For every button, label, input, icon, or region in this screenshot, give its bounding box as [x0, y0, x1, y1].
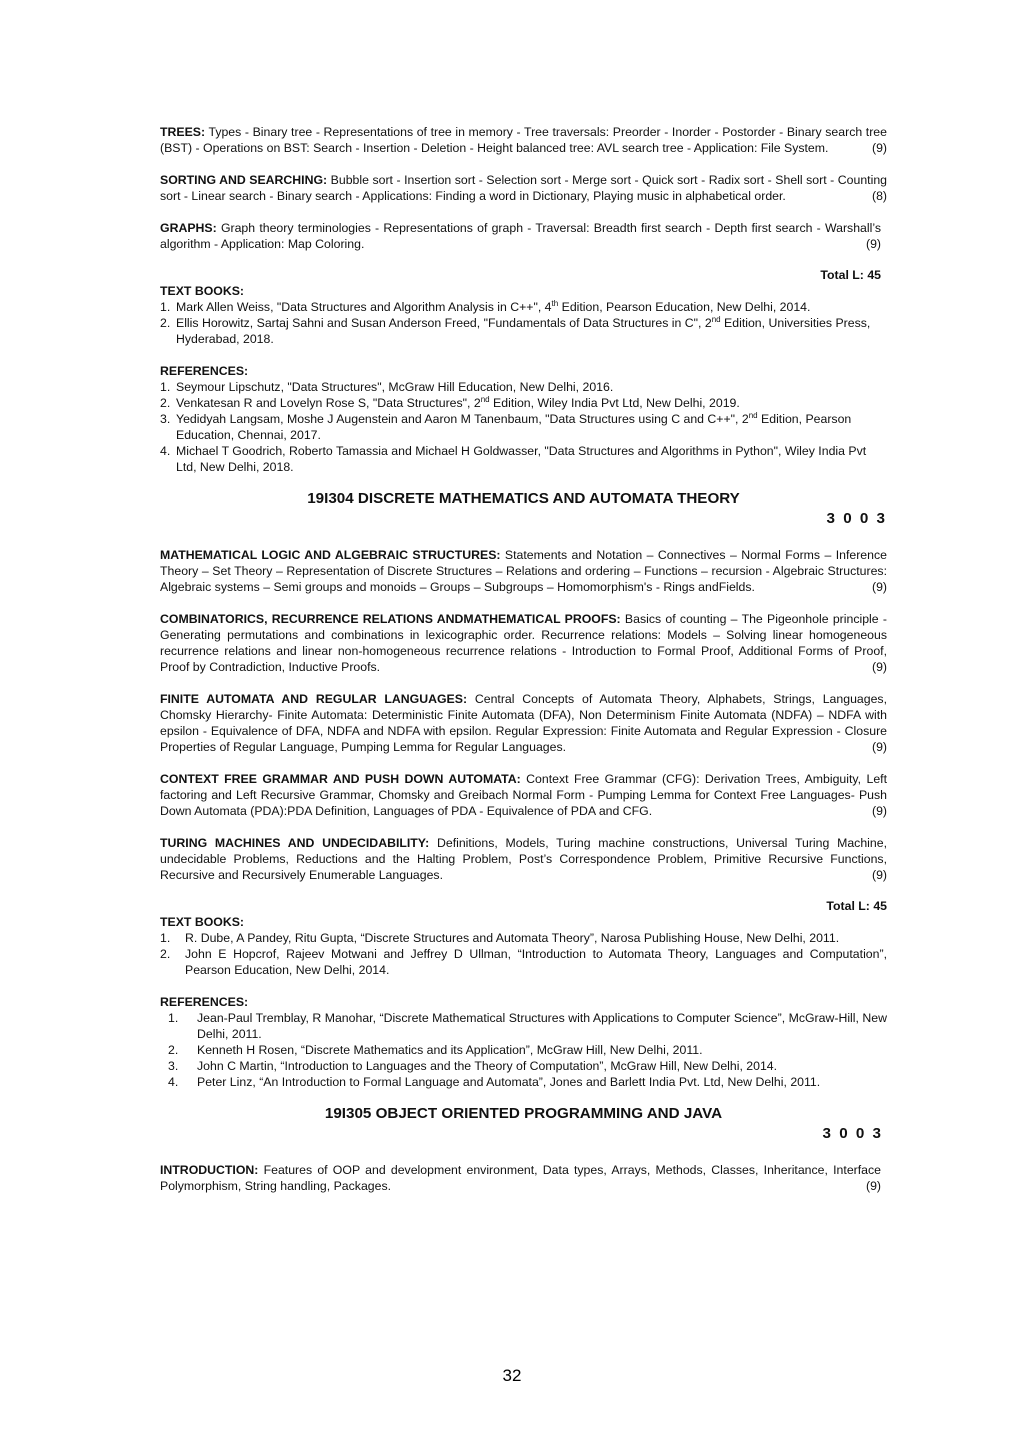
references-list	[160, 379, 887, 475]
list-item: 1. Jean-Paul Tremblay, R Manohar, “Discrete Mathematical Structures with Applications to Computer Science”, McGraw-Hill, New Delhi, 2011.	[168, 1011, 887, 1041]
unit-cfg: CONTEXT FREE GRAMMAR AND PUSH DOWN AUTOMATA: Context Free Grammar (CFG): Derivation Trees, Ambiguity, Left factoring and Left Recursive Grammar, Chomsky and Greibach Normal Form - Pumping Lemma for Context Free Languages- Push Down Automata (PDA):PDA Definition, Languages of PDA - Equivalence of PDA and CFG. (9)	[160, 772, 887, 818]
textbooks-heading: TEXT BOOKS:	[160, 915, 245, 929]
unit-graphs	[160, 220, 887, 252]
unit-heading: TREES:	[160, 125, 206, 139]
references-heading: REFERENCES:	[160, 364, 249, 378]
textbooks-list	[160, 930, 887, 978]
textbooks-heading: TEXT BOOKS:	[160, 284, 245, 298]
list-item: 2. Ellis Horowitz, Sartaj Sahni and Susan Anderson Freed, "Fundamentals of Data Structures in C", 2nd Edition, Universities Press, Hyderabad, 2018.	[160, 314, 871, 346]
total-hours: Total L: 45	[820, 268, 881, 282]
unit-introduction: INTRODUCTION: Features of OOP and development environment, Data types, Arrays, Methods, Classes, Inheritance, Interface Polymorphism, String handling, Packages. (9)	[160, 1163, 881, 1193]
unit-body: Graph theory terminologies - Representations of graph - Traversal: Breadth first search - Depth first search - Warshall’s algorithm - Application: Map Coloring.	[160, 221, 881, 251]
list-item: 1. R. Dube, A Pandey, Ritu Gupta, “Discrete Structures and Automata Theory”, Narosa Publishing House, New Delhi, 2011.	[160, 931, 840, 945]
unit-hours: (9)	[871, 141, 887, 155]
list-item: 3. John C Martin, “Introduction to Languages and the Theory of Computation”, McGraw Hill, New Delhi, 2014.	[168, 1059, 778, 1073]
list-item: 3. Yedidyah Langsam, Moshe J Augenstein and Aaron M Tanenbaum, "Data Structures using C and C++", 2nd Edition, Pearson Education, Chennai, 2017.	[160, 410, 852, 442]
unit-turing: TURING MACHINES AND UNDECIDABILITY: Definitions, Models, Turing machine constructions, Universal Turing Machine, undecidable Problems, Reductions and the Halting Problem, Post’s Correspondence Problem, Primitive Recursive Functions, Recursive and Recursively Enumerable Languages. (9)	[160, 836, 887, 882]
unit-body: Types - Binary tree - Representations of tree in memory - Tree traversals: Preorder - Inorder - Postorder - Binary search tree (BST) - Operations on BST: Search - Insertion - Deletion - Height balanced tree: AVL search tree - Application: File System.	[160, 125, 887, 155]
list-item: 2. Kenneth H Rosen, “Discrete Mathematics and its Application”, McGraw Hill, New Delhi, 2011.	[168, 1043, 703, 1057]
list-item: 4. Peter Linz, “An Introduction to Formal Language and Automata”, Jones and Barlett India Pvt. Ltd, New Delhi, 2011.	[168, 1075, 821, 1089]
unit-hours: (8)	[871, 189, 887, 203]
list-item: 1. Seymour Lipschutz, "Data Structures", McGraw Hill Education, New Delhi, 2016.	[160, 380, 614, 394]
unit-heading: SORTING AND SEARCHING:	[160, 173, 328, 187]
unit-sorting	[160, 172, 887, 204]
list-item: 1. Mark Allen Weiss, "Data Structures and Algorithm Analysis in C++", 4th Edition, Pearson Education, New Delhi, 2014.	[160, 298, 811, 314]
total-hours: Total L: 45	[826, 899, 887, 913]
unit-logic: MATHEMATICAL LOGIC AND ALGEBRAIC STRUCTURES: Statements and Notation – Connectives – Normal Forms – Inference Theory – Set Theory – Representation of Discrete Structures – Relations and ordering – Functions – recursion - Algebraic Structures: Algebraic systems – Semi groups and monoids – Groups – Subgroups – Homomorphism's - Rings andFields. (9)	[160, 548, 887, 594]
course-title: 19I305 OBJECT ORIENTED PROGRAMMING AND JAVA	[324, 1105, 723, 1122]
unit-body: Bubble sort - Insertion sort - Selection sort - Merge sort - Quick sort - Radix sort - Shell sort - Counting sort - Linear search - Binary search - Applications: Finding a word in Dictionary, Playing music in alphabetical order.	[160, 173, 887, 203]
references-heading: REFERENCES:	[160, 995, 249, 1009]
course-credits: 3 0 0 3	[822, 1125, 883, 1142]
page-number: 32	[502, 1366, 522, 1385]
unit-finite-automata: FINITE AUTOMATA AND REGULAR LANGUAGES: Central Concepts of Automata Theory, Alphabets, Strings, Languages, Chomsky Hierarchy- Finite Automata: Deterministic Finite Automata (DFA), Non Determinism Finite Automata (NDFA) – NDFA with epsilon - Equivalence of DFA, NDFA and NDFA with epsilon. Regular Expression: Finite Automata and Regular Expression - Closure Properties of Regular Language, Pumping Lemma for Regular Languages. (9)	[160, 692, 887, 754]
course-credits: 3 0 0 3	[826, 510, 887, 527]
unit-hours: (9)	[865, 237, 881, 251]
list-item: 4. Michael T Goodrich, Roberto Tamassia and Michael H Goldwasser, "Data Structures and Algorithms in Python", Wiley India Pvt Ltd, New Delhi, 2018.	[160, 444, 867, 474]
textbooks-list	[160, 299, 887, 347]
list-item: 2. Venkatesan R and Lovelyn Rose S, "Data Structures", 2nd Edition, Wiley India Pvt Ltd, New Delhi, 2019.	[160, 394, 740, 410]
unit-combinatorics: COMBINATORICS, RECURRENCE RELATIONS ANDMATHEMATICAL PROOFS: Basics of counting – The Pigeonhole principle - Generating permutations and combinations in lexicographic order. Recurrence relations: Models – Solving linear homogeneous recurrence relations and linear non-homogeneous recurrence relations - Introduction to Formal Proof, Additional Forms of Proof, Proof by Contradiction, Inductive Proofs. (9)	[160, 612, 887, 674]
references-list	[160, 1010, 887, 1090]
list-item: 2. John E Hopcrof, Rajeev Motwani and Jeffrey D Ullman, “Introduction to Automata Theory, Languages and Computation”, Pearson Education, New Delhi, 2014.	[160, 947, 887, 977]
course-title: 19I304 DISCRETE MATHEMATICS AND AUTOMATA THEORY	[307, 490, 740, 507]
syllabus-page	[160, 124, 887, 1194]
unit-heading: GRAPHS:	[160, 221, 217, 235]
unit-trees	[160, 124, 887, 156]
